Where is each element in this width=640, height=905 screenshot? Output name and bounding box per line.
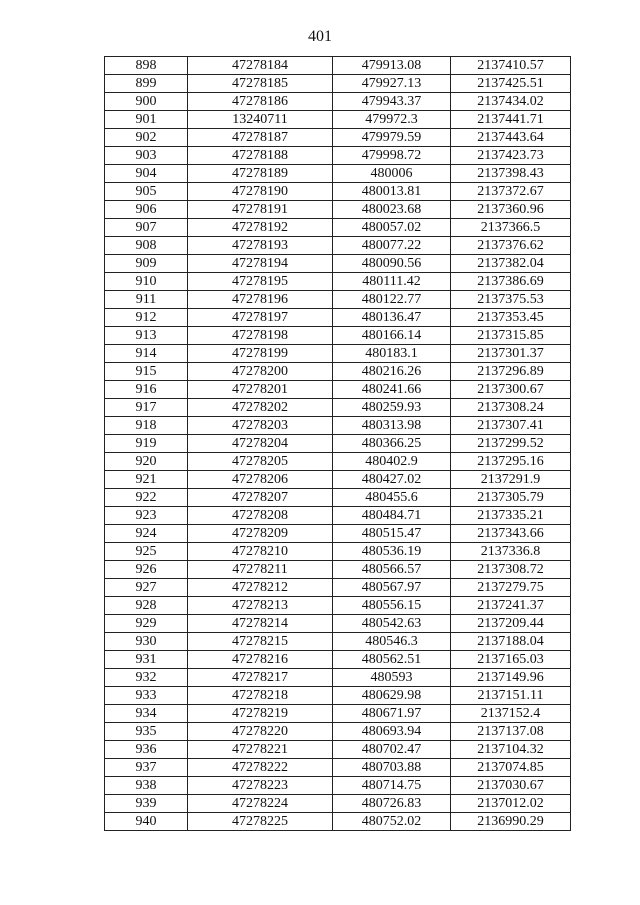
- y-coordinate-cell: 2137386.69: [451, 273, 571, 291]
- id-cell: 47278198: [188, 327, 333, 345]
- y-coordinate-cell: 2137410.57: [451, 57, 571, 75]
- table-row: [105, 165, 571, 183]
- id-cell: 47278212: [188, 579, 333, 597]
- y-coordinate-cell: 2137343.66: [451, 525, 571, 543]
- table-row: [105, 183, 571, 201]
- x-coordinate-cell: 480546.3: [333, 633, 451, 651]
- point-number-cell: 912: [105, 309, 188, 327]
- x-coordinate-cell: 479979.59: [333, 129, 451, 147]
- point-number-cell: 905: [105, 183, 188, 201]
- table-row: [105, 57, 571, 75]
- x-coordinate-cell: 480313.98: [333, 417, 451, 435]
- y-coordinate-cell: 2137434.02: [451, 93, 571, 111]
- id-cell: 47278190: [188, 183, 333, 201]
- x-coordinate-cell: 480136.47: [333, 309, 451, 327]
- point-number-cell: 927: [105, 579, 188, 597]
- point-number-cell: 902: [105, 129, 188, 147]
- y-coordinate-cell: 2137382.04: [451, 255, 571, 273]
- table-row: [105, 345, 571, 363]
- y-coordinate-cell: 2137137.08: [451, 723, 571, 741]
- id-cell: 47278187: [188, 129, 333, 147]
- x-coordinate-cell: 480515.47: [333, 525, 451, 543]
- y-coordinate-cell: 2137423.73: [451, 147, 571, 165]
- y-coordinate-cell: 2137443.64: [451, 129, 571, 147]
- id-cell: 47278210: [188, 543, 333, 561]
- id-cell: 47278208: [188, 507, 333, 525]
- x-coordinate-cell: 480593: [333, 669, 451, 687]
- y-coordinate-cell: 2137301.37: [451, 345, 571, 363]
- table-row: [105, 147, 571, 165]
- table-row: [105, 435, 571, 453]
- id-cell: 47278209: [188, 525, 333, 543]
- id-cell: 47278197: [188, 309, 333, 327]
- y-coordinate-cell: 2137366.5: [451, 219, 571, 237]
- table-row: [105, 237, 571, 255]
- point-number-cell: 934: [105, 705, 188, 723]
- point-number-cell: 904: [105, 165, 188, 183]
- table-row: [105, 651, 571, 669]
- x-coordinate-cell: 480077.22: [333, 237, 451, 255]
- point-number-cell: 922: [105, 489, 188, 507]
- point-number-cell: 920: [105, 453, 188, 471]
- x-coordinate-cell: 480703.88: [333, 759, 451, 777]
- id-cell: 47278204: [188, 435, 333, 453]
- point-number-cell: 906: [105, 201, 188, 219]
- y-coordinate-cell: 2137315.85: [451, 327, 571, 345]
- x-coordinate-cell: 480259.93: [333, 399, 451, 417]
- id-cell: 47278202: [188, 399, 333, 417]
- table-row: [105, 525, 571, 543]
- id-cell: 47278213: [188, 597, 333, 615]
- y-coordinate-cell: 2137030.67: [451, 777, 571, 795]
- id-cell: 47278206: [188, 471, 333, 489]
- x-coordinate-cell: 480726.83: [333, 795, 451, 813]
- point-number-cell: 916: [105, 381, 188, 399]
- point-number-cell: 936: [105, 741, 188, 759]
- point-number-cell: 932: [105, 669, 188, 687]
- point-number-cell: 901: [105, 111, 188, 129]
- point-number-cell: 899: [105, 75, 188, 93]
- x-coordinate-cell: 479998.72: [333, 147, 451, 165]
- table-row: [105, 219, 571, 237]
- y-coordinate-cell: 2137241.37: [451, 597, 571, 615]
- point-number-cell: 924: [105, 525, 188, 543]
- table-row: [105, 309, 571, 327]
- table-row: [105, 543, 571, 561]
- table-row: [105, 129, 571, 147]
- id-cell: 47278186: [188, 93, 333, 111]
- table-row: [105, 75, 571, 93]
- x-coordinate-cell: 480536.19: [333, 543, 451, 561]
- x-coordinate-cell: 480427.02: [333, 471, 451, 489]
- y-coordinate-cell: 2137425.51: [451, 75, 571, 93]
- id-cell: 47278195: [188, 273, 333, 291]
- id-cell: 47278215: [188, 633, 333, 651]
- point-number-cell: 907: [105, 219, 188, 237]
- id-cell: 47278220: [188, 723, 333, 741]
- point-number-cell: 925: [105, 543, 188, 561]
- id-cell: 47278201: [188, 381, 333, 399]
- y-coordinate-cell: 2136990.29: [451, 813, 571, 831]
- x-coordinate-cell: 480183.1: [333, 345, 451, 363]
- y-coordinate-cell: 2137375.53: [451, 291, 571, 309]
- y-coordinate-cell: 2137308.72: [451, 561, 571, 579]
- id-cell: 47278199: [188, 345, 333, 363]
- table-row: [105, 795, 571, 813]
- table-row: [105, 291, 571, 309]
- x-coordinate-cell: 480484.71: [333, 507, 451, 525]
- x-coordinate-cell: 480455.6: [333, 489, 451, 507]
- id-cell: 47278184: [188, 57, 333, 75]
- table-row: [105, 741, 571, 759]
- point-number-cell: 898: [105, 57, 188, 75]
- point-number-cell: 911: [105, 291, 188, 309]
- x-coordinate-cell: 480671.97: [333, 705, 451, 723]
- table-row: [105, 759, 571, 777]
- table-row: [105, 201, 571, 219]
- y-coordinate-cell: 2137152.4: [451, 705, 571, 723]
- point-number-cell: 937: [105, 759, 188, 777]
- y-coordinate-cell: 2137012.02: [451, 795, 571, 813]
- x-coordinate-cell: 480714.75: [333, 777, 451, 795]
- point-number-cell: 929: [105, 615, 188, 633]
- id-cell: 47278194: [188, 255, 333, 273]
- point-number-cell: 914: [105, 345, 188, 363]
- y-coordinate-cell: 2137074.85: [451, 759, 571, 777]
- table-row: [105, 561, 571, 579]
- x-coordinate-cell: 480567.97: [333, 579, 451, 597]
- table-body: [105, 57, 571, 831]
- id-cell: 47278185: [188, 75, 333, 93]
- id-cell: 47278205: [188, 453, 333, 471]
- y-coordinate-cell: 2137279.75: [451, 579, 571, 597]
- y-coordinate-cell: 2137104.32: [451, 741, 571, 759]
- id-cell: 47278224: [188, 795, 333, 813]
- page-number: 401: [308, 28, 332, 45]
- id-cell: 47278207: [188, 489, 333, 507]
- point-number-cell: 928: [105, 597, 188, 615]
- x-coordinate-cell: 479943.37: [333, 93, 451, 111]
- point-number-cell: 918: [105, 417, 188, 435]
- y-coordinate-cell: 2137353.45: [451, 309, 571, 327]
- table-row: [105, 705, 571, 723]
- y-coordinate-cell: 2137296.89: [451, 363, 571, 381]
- x-coordinate-cell: 480556.15: [333, 597, 451, 615]
- point-number-cell: 930: [105, 633, 188, 651]
- point-number-cell: 931: [105, 651, 188, 669]
- x-coordinate-cell: 480542.63: [333, 615, 451, 633]
- id-cell: 47278217: [188, 669, 333, 687]
- id-cell: 47278200: [188, 363, 333, 381]
- id-cell: 47278222: [188, 759, 333, 777]
- point-number-cell: 913: [105, 327, 188, 345]
- point-number-cell: 909: [105, 255, 188, 273]
- id-cell: 47278218: [188, 687, 333, 705]
- point-number-cell: 903: [105, 147, 188, 165]
- coordinates-table: [104, 56, 571, 831]
- id-cell: 47278219: [188, 705, 333, 723]
- id-cell: 47278191: [188, 201, 333, 219]
- y-coordinate-cell: 2137307.41: [451, 417, 571, 435]
- point-number-cell: 939: [105, 795, 188, 813]
- table-row: [105, 507, 571, 525]
- x-coordinate-cell: 479913.08: [333, 57, 451, 75]
- table-row: [105, 633, 571, 651]
- table-row: [105, 399, 571, 417]
- y-coordinate-cell: 2137335.21: [451, 507, 571, 525]
- x-coordinate-cell: 480562.51: [333, 651, 451, 669]
- y-coordinate-cell: 2137295.16: [451, 453, 571, 471]
- point-number-cell: 900: [105, 93, 188, 111]
- x-coordinate-cell: 480013.81: [333, 183, 451, 201]
- x-coordinate-cell: 480752.02: [333, 813, 451, 831]
- table-row: [105, 579, 571, 597]
- x-coordinate-cell: 480402.9: [333, 453, 451, 471]
- x-coordinate-cell: 480111.42: [333, 273, 451, 291]
- table-row: [105, 615, 571, 633]
- id-cell: 47278211: [188, 561, 333, 579]
- point-number-cell: 919: [105, 435, 188, 453]
- id-cell: 47278203: [188, 417, 333, 435]
- x-coordinate-cell: 480216.26: [333, 363, 451, 381]
- table-row: [105, 723, 571, 741]
- id-cell: 47278188: [188, 147, 333, 165]
- table-row: [105, 687, 571, 705]
- x-coordinate-cell: 480023.68: [333, 201, 451, 219]
- id-cell: 47278223: [188, 777, 333, 795]
- y-coordinate-cell: 2137441.71: [451, 111, 571, 129]
- point-number-cell: 933: [105, 687, 188, 705]
- table-row: [105, 417, 571, 435]
- table-row: [105, 777, 571, 795]
- table-row: [105, 255, 571, 273]
- x-coordinate-cell: 480006: [333, 165, 451, 183]
- y-coordinate-cell: 2137360.96: [451, 201, 571, 219]
- table-row: [105, 93, 571, 111]
- x-coordinate-cell: 480241.66: [333, 381, 451, 399]
- point-number-cell: 915: [105, 363, 188, 381]
- point-number-cell: 908: [105, 237, 188, 255]
- table-row: [105, 273, 571, 291]
- y-coordinate-cell: 2137398.43: [451, 165, 571, 183]
- y-coordinate-cell: 2137291.9: [451, 471, 571, 489]
- table-row: [105, 489, 571, 507]
- id-cell: 47278221: [188, 741, 333, 759]
- x-coordinate-cell: 480702.47: [333, 741, 451, 759]
- x-coordinate-cell: 480629.98: [333, 687, 451, 705]
- point-number-cell: 938: [105, 777, 188, 795]
- table-row: [105, 453, 571, 471]
- table-row: [105, 327, 571, 345]
- id-cell: 13240711: [188, 111, 333, 129]
- x-coordinate-cell: 480122.77: [333, 291, 451, 309]
- x-coordinate-cell: 480057.02: [333, 219, 451, 237]
- point-number-cell: 926: [105, 561, 188, 579]
- id-cell: 47278189: [188, 165, 333, 183]
- y-coordinate-cell: 2137209.44: [451, 615, 571, 633]
- y-coordinate-cell: 2137336.8: [451, 543, 571, 561]
- x-coordinate-cell: 479972.3: [333, 111, 451, 129]
- x-coordinate-cell: 480166.14: [333, 327, 451, 345]
- x-coordinate-cell: 479927.13: [333, 75, 451, 93]
- table-row: [105, 813, 571, 831]
- table-row: [105, 111, 571, 129]
- x-coordinate-cell: 480090.56: [333, 255, 451, 273]
- y-coordinate-cell: 2137376.62: [451, 237, 571, 255]
- x-coordinate-cell: 480566.57: [333, 561, 451, 579]
- y-coordinate-cell: 2137300.67: [451, 381, 571, 399]
- table-row: [105, 381, 571, 399]
- y-coordinate-cell: 2137149.96: [451, 669, 571, 687]
- point-number-cell: 923: [105, 507, 188, 525]
- table-row: [105, 471, 571, 489]
- table-row: [105, 669, 571, 687]
- id-cell: 47278225: [188, 813, 333, 831]
- point-number-cell: 940: [105, 813, 188, 831]
- y-coordinate-cell: 2137305.79: [451, 489, 571, 507]
- x-coordinate-cell: 480366.25: [333, 435, 451, 453]
- point-number-cell: 910: [105, 273, 188, 291]
- id-cell: 47278192: [188, 219, 333, 237]
- y-coordinate-cell: 2137308.24: [451, 399, 571, 417]
- y-coordinate-cell: 2137299.52: [451, 435, 571, 453]
- point-number-cell: 917: [105, 399, 188, 417]
- y-coordinate-cell: 2137151.11: [451, 687, 571, 705]
- y-coordinate-cell: 2137165.03: [451, 651, 571, 669]
- id-cell: 47278214: [188, 615, 333, 633]
- id-cell: 47278196: [188, 291, 333, 309]
- x-coordinate-cell: 480693.94: [333, 723, 451, 741]
- point-number-cell: 935: [105, 723, 188, 741]
- y-coordinate-cell: 2137372.67: [451, 183, 571, 201]
- table-row: [105, 597, 571, 615]
- table-row: [105, 363, 571, 381]
- y-coordinate-cell: 2137188.04: [451, 633, 571, 651]
- id-cell: 47278193: [188, 237, 333, 255]
- point-number-cell: 921: [105, 471, 188, 489]
- id-cell: 47278216: [188, 651, 333, 669]
